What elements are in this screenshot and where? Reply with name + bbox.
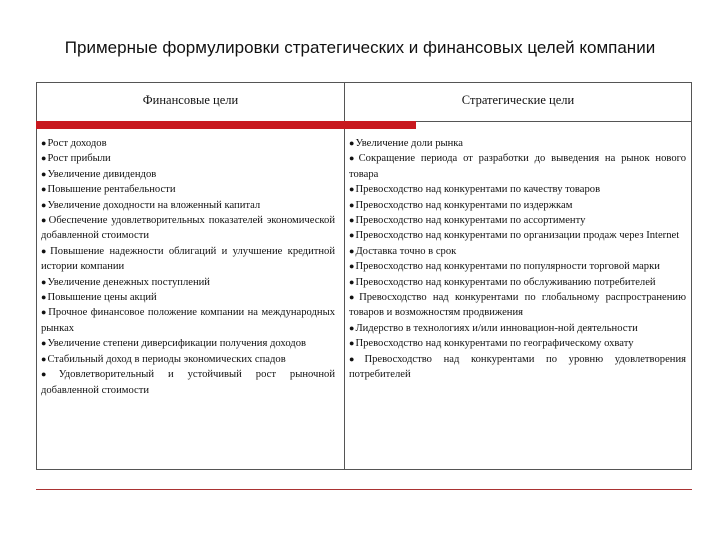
financial-goal-item xyxy=(41,305,335,336)
goal-text: Прочное финансовое положение компании на международных рынках xyxy=(41,307,336,334)
bullet-icon: ● xyxy=(349,353,364,364)
goal-text: Рост доходов xyxy=(47,138,107,149)
bullet-icon: ● xyxy=(349,184,355,195)
financial-goals-list xyxy=(41,136,335,398)
strategic-goal-item xyxy=(349,352,686,383)
strategic-goal-item xyxy=(349,321,686,336)
goal-text: Превосходство над конкурентами по глобальному распространению товаров и возможностям продвижения xyxy=(349,292,686,319)
strategic-goals-header: Стратегические цели xyxy=(461,93,575,107)
bullet-icon: ● xyxy=(41,353,47,364)
financial-goal-item xyxy=(41,336,335,351)
goal-text: Превосходство над конкурентами по популярности торговой марки xyxy=(355,261,660,273)
financial-goal-item xyxy=(41,244,335,275)
column-divider xyxy=(344,83,345,469)
bottom-rule xyxy=(36,489,692,490)
goal-text: Стабильный доход в периоды экономических спадов xyxy=(47,353,286,365)
strategic-goal-item xyxy=(349,244,686,259)
bullet-icon: ● xyxy=(41,307,48,318)
financial-goal-item xyxy=(41,182,335,197)
bullet-icon: ● xyxy=(41,369,58,380)
financial-goal-item xyxy=(41,167,335,182)
bullet-icon: ● xyxy=(41,153,47,164)
bullet-icon: ● xyxy=(41,292,47,303)
bullet-icon: ● xyxy=(349,276,355,287)
financial-goal-item xyxy=(41,290,335,305)
goal-text: Превосходство над конкурентами по качеству товаров xyxy=(355,184,601,196)
strategic-goal-item xyxy=(349,136,686,151)
goal-text: Лидерство в технологиях и/или инновацион-ной деятельности xyxy=(355,322,638,334)
goal-text: Превосходство над конкурентами по географическому охвату xyxy=(355,338,634,350)
goal-text: Увеличение доходности на вложенный капитал xyxy=(47,199,261,211)
bullet-icon: ● xyxy=(41,338,47,349)
goal-text: Обеспечение удовлетворительных показателей экономической добавленной стоимости xyxy=(41,215,335,242)
financial-goal-item xyxy=(41,352,335,367)
goals-table xyxy=(36,82,692,470)
goal-text: Повышение рентабельности xyxy=(47,184,176,196)
strategic-goal-item xyxy=(349,275,686,290)
goal-text: Доставка точно в срок xyxy=(355,245,457,257)
bullet-icon: ● xyxy=(349,215,355,226)
financial-goal-item xyxy=(41,136,335,151)
goal-text: Повышение надежности облигаций и улучшение кредитной истории компании xyxy=(41,245,335,273)
bullet-icon: ● xyxy=(349,138,355,148)
bullet-icon: ● xyxy=(349,338,355,349)
slide-title: Примерные формулировки стратегических и финансовых целей компании xyxy=(64,38,656,57)
bullet-icon: ● xyxy=(41,184,47,195)
goal-text: Рост прибыли xyxy=(47,153,111,165)
bullet-icon: ● xyxy=(349,322,355,333)
financial-goal-item xyxy=(41,198,335,213)
strategic-goals-list xyxy=(349,136,686,383)
goal-text: Увеличение дивидендов xyxy=(47,168,157,180)
bullet-icon: ● xyxy=(41,168,47,179)
accent-bar xyxy=(36,121,416,129)
financial-goals-header: Финансовые цели xyxy=(142,93,239,107)
bullet-icon: ● xyxy=(349,292,359,303)
goal-text: Сокращение периода от разработки до выведения на рынок нового товара xyxy=(349,153,687,180)
strategic-goal-item xyxy=(349,182,686,197)
goal-text: Превосходство над конкурентами по обслуживанию потребителей xyxy=(355,276,656,288)
bullet-icon: ● xyxy=(349,199,355,210)
goal-text: Удовлетворительный и устойчивый рост рыночной добавленной стоимости xyxy=(41,369,336,396)
strategic-goal-item xyxy=(349,228,686,243)
strategic-goal-item xyxy=(349,336,686,351)
financial-goal-item xyxy=(41,275,335,290)
goal-text: Увеличение степени диверсификации получения доходов xyxy=(47,338,306,350)
goal-text: Повышение цены акций xyxy=(47,292,157,304)
bullet-icon: ● xyxy=(41,138,47,148)
strategic-goal-item xyxy=(349,198,686,213)
bullet-icon: ● xyxy=(41,276,47,287)
bullet-icon: ● xyxy=(41,245,50,256)
goal-text: Превосходство над конкурентами по ассортименту xyxy=(355,215,586,227)
goal-text: Превосходство над конкурентами по уровню удовлетворения потребителей xyxy=(349,353,686,381)
strategic-goal-item xyxy=(349,259,686,274)
goal-text: Превосходство над конкурентами по организации продаж через Internet xyxy=(355,230,680,242)
goal-text: Увеличение денежных поступлений xyxy=(47,276,210,288)
bullet-icon: ● xyxy=(349,261,355,272)
strategic-goal-item xyxy=(349,213,686,228)
financial-goal-item xyxy=(41,213,335,244)
financial-goal-item xyxy=(41,367,335,398)
strategic-goal-item xyxy=(349,290,686,321)
bullet-icon: ● xyxy=(41,199,47,210)
bullet-icon: ● xyxy=(41,215,48,226)
bullet-icon: ● xyxy=(349,230,355,241)
bullet-icon: ● xyxy=(349,245,355,256)
goal-text: Превосходство над конкурентами по издержкам xyxy=(355,199,573,211)
strategic-goal-item xyxy=(349,151,686,182)
goal-text: Увеличение доли рынка xyxy=(355,138,463,149)
financial-goal-item xyxy=(41,151,335,166)
bullet-icon: ● xyxy=(349,153,358,164)
